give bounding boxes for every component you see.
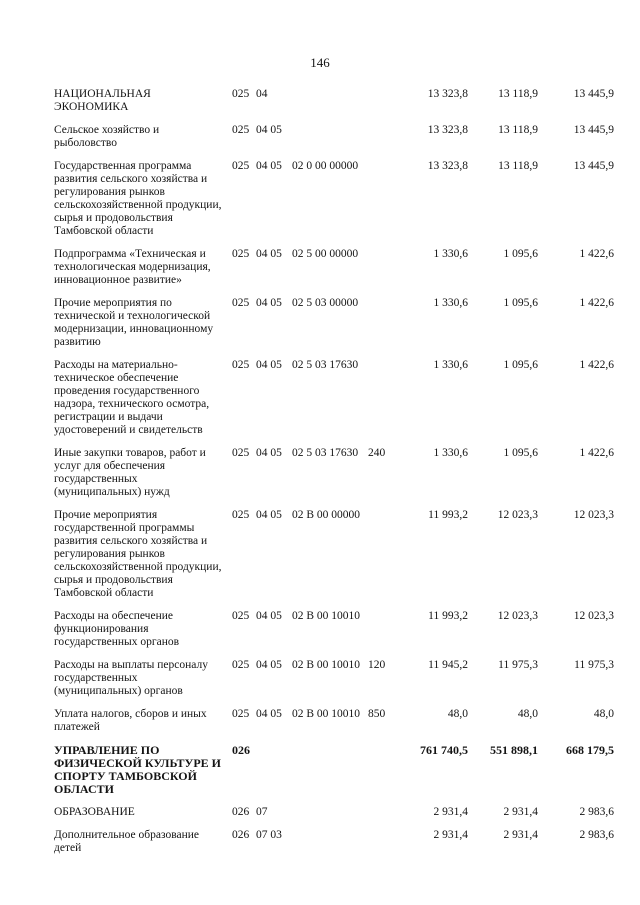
row-ministry-code: 025 [232, 88, 250, 100]
row-section-code: 04 05 [256, 359, 282, 371]
row-name: Дополнительное образование детей [54, 829, 200, 854]
row-amount-year-1: 2 931,4 [433, 829, 468, 841]
row-name: Расходы на выплаты персоналу государственных (муниципальных) органов [54, 659, 208, 697]
row-section-code: 07 03 [256, 829, 282, 841]
row-section-code [256, 744, 292, 806]
row-amount-year-2: 2 931,4 [503, 806, 538, 818]
row-expense-type [368, 88, 394, 124]
row-section-code: 04 05 [256, 297, 282, 309]
row-amount-year-2: 551 898,1 [490, 743, 538, 757]
row-expense-type [368, 124, 394, 160]
row-expense-type: 120 [368, 659, 386, 671]
row-amount-year-2: 1 095,6 [503, 447, 538, 459]
row-target-code: 02 В 00 00000 [292, 509, 361, 521]
row-name: Иные закупки товаров, работ и услуг для обеспечения государственных (муниципальных) нужд [54, 447, 206, 498]
row-amount-year-3: 12 023,3 [573, 610, 614, 622]
row-ministry-code: 025 [232, 447, 250, 459]
row-section-code: 04 05 [256, 509, 282, 521]
row-amount-year-3: 1 422,6 [579, 359, 614, 371]
row-section-code: 04 05 [256, 659, 282, 671]
row-amount-year-1: 1 330,6 [433, 359, 468, 371]
table-row [54, 124, 614, 160]
row-target-code [292, 88, 368, 124]
row-amount-year-3: 668 179,5 [566, 743, 614, 757]
row-expense-type [368, 744, 394, 806]
row-expense-type: 850 [368, 708, 386, 720]
row-section-code: 04 05 [256, 124, 282, 136]
row-ministry-code: 025 [232, 708, 250, 720]
row-amount-year-3: 48,0 [593, 708, 614, 720]
row-name: ОБРАЗОВАНИЕ [54, 806, 135, 818]
row-amount-year-1: 13 323,8 [427, 88, 468, 100]
table-row [54, 359, 614, 447]
row-target-code: 02 0 00 00000 [292, 160, 359, 172]
row-amount-year-1: 11 945,2 [428, 659, 468, 671]
row-target-code: 02 В 00 10010 [292, 659, 361, 671]
row-ministry-code: 025 [232, 124, 250, 136]
row-ministry-code: 025 [232, 659, 250, 671]
row-amount-year-1: 11 993,2 [428, 509, 468, 521]
row-ministry-code: 026 [232, 806, 250, 818]
row-ministry-code: 025 [232, 610, 250, 622]
row-expense-type: 240 [368, 447, 386, 459]
row-expense-type [368, 297, 394, 359]
row-amount-year-3: 1 422,6 [579, 447, 614, 459]
row-amount-year-3: 13 445,9 [573, 88, 614, 100]
row-name: Расходы на обеспечение функционирования государственных органов [54, 610, 180, 648]
row-target-code: 02 5 03 17630 [292, 359, 359, 371]
budget-table [54, 88, 614, 865]
row-section-code: 04 [256, 88, 268, 100]
row-amount-year-1: 11 993,2 [428, 610, 468, 622]
table-row [54, 806, 614, 829]
row-name: Уплата налогов, сборов и иных платежей [54, 708, 207, 733]
row-target-code [292, 806, 368, 829]
row-amount-year-3: 1 422,6 [579, 297, 614, 309]
row-name: Подпрограмма «Техническая и технологическая модернизация, инновационное развитие» [54, 248, 211, 286]
row-amount-year-2: 48,0 [517, 708, 538, 720]
row-amount-year-1: 1 330,6 [433, 248, 468, 260]
row-expense-type [368, 160, 394, 248]
row-expense-type [368, 509, 394, 610]
row-amount-year-3: 2 983,6 [579, 806, 614, 818]
table-row [54, 829, 614, 865]
row-target-code: 02 5 03 00000 [292, 297, 359, 309]
row-amount-year-2: 1 095,6 [503, 248, 538, 260]
row-ministry-code: 025 [232, 297, 250, 309]
row-section-code: 07 [256, 806, 268, 818]
row-target-code [292, 124, 368, 160]
row-expense-type [368, 806, 394, 829]
row-section-code: 04 05 [256, 160, 282, 172]
row-name: Прочие мероприятия государственной программы развития сельского хозяйства и регулирования рынков сельскохозяйственной продукции, сырья и продовольствия Тамбовской области [54, 509, 222, 599]
row-ministry-code: 025 [232, 359, 250, 371]
row-amount-year-2: 11 975,3 [498, 659, 538, 671]
row-amount-year-2: 1 095,6 [503, 297, 538, 309]
row-section-code: 04 05 [256, 708, 282, 720]
row-amount-year-2: 13 118,9 [498, 160, 538, 172]
row-target-code [292, 829, 368, 865]
row-amount-year-2: 2 931,4 [503, 829, 538, 841]
row-amount-year-3: 11 975,3 [574, 659, 614, 671]
page-number: 146 [310, 55, 330, 70]
row-amount-year-3: 13 445,9 [573, 160, 614, 172]
row-expense-type [368, 359, 394, 447]
row-name: Прочие мероприятия по технической и технологической модернизации, инновационному развитию [54, 297, 214, 348]
row-amount-year-1: 761 740,5 [420, 743, 468, 757]
row-amount-year-2: 13 118,9 [498, 124, 538, 136]
row-target-code: 02 В 00 10010 [292, 610, 361, 622]
row-section-code: 04 05 [256, 248, 282, 260]
row-name: Государственная программа развития сельского хозяйства и регулирования рынков сельскохозяйственной продукции, сырья и продовольствия Тамбовской области [54, 160, 222, 237]
row-amount-year-1: 2 931,4 [433, 806, 468, 818]
row-amount-year-1: 1 330,6 [433, 297, 468, 309]
row-amount-year-3: 13 445,9 [573, 124, 614, 136]
row-amount-year-1: 13 323,8 [427, 124, 468, 136]
row-amount-year-1: 48,0 [447, 708, 468, 720]
row-target-code: 02 5 00 00000 [292, 248, 359, 260]
table-row [54, 659, 614, 708]
row-section-code: 04 05 [256, 610, 282, 622]
row-expense-type [368, 248, 394, 297]
row-amount-year-2: 12 023,3 [497, 509, 538, 521]
row-ministry-code: 026 [232, 743, 250, 757]
row-amount-year-3: 2 983,6 [579, 829, 614, 841]
row-target-code: 02 В 00 10010 [292, 708, 361, 720]
row-amount-year-3: 1 422,6 [579, 248, 614, 260]
table-row [54, 447, 614, 509]
table-row [54, 610, 614, 659]
table-row [54, 708, 614, 744]
table-row [54, 160, 614, 248]
table-row [54, 744, 614, 806]
row-expense-type [368, 610, 394, 659]
row-ministry-code: 026 [232, 829, 250, 841]
row-ministry-code: 025 [232, 160, 250, 172]
table-row [54, 297, 614, 359]
table-row [54, 88, 614, 124]
row-expense-type [368, 829, 394, 865]
row-name: НАЦИОНАЛЬНАЯ ЭКОНОМИКА [54, 88, 151, 113]
row-amount-year-2: 1 095,6 [503, 359, 538, 371]
table-row [54, 248, 614, 297]
row-name: УПРАВЛЕНИЕ ПО ФИЗИЧЕСКОЙ КУЛЬТУРЕ И СПОРТУ ТАМБОВСКОЙ ОБЛАСТИ [54, 743, 221, 796]
row-name: Расходы на материально-техническое обеспечение проведения государственного надзора, технического осмотра, регистрации и выдачи удостоверений и свидетельств [54, 359, 210, 436]
row-name: Сельское хозяйство и рыболовство [54, 124, 160, 149]
row-section-code: 04 05 [256, 447, 282, 459]
row-target-code [292, 744, 368, 806]
row-ministry-code: 025 [232, 509, 250, 521]
row-amount-year-1: 1 330,6 [433, 447, 468, 459]
row-ministry-code: 025 [232, 248, 250, 260]
row-amount-year-2: 13 118,9 [498, 88, 538, 100]
row-amount-year-2: 12 023,3 [497, 610, 538, 622]
table-row [54, 509, 614, 610]
row-amount-year-1: 13 323,8 [427, 160, 468, 172]
row-amount-year-3: 12 023,3 [573, 509, 614, 521]
row-target-code: 02 5 03 17630 [292, 447, 359, 459]
